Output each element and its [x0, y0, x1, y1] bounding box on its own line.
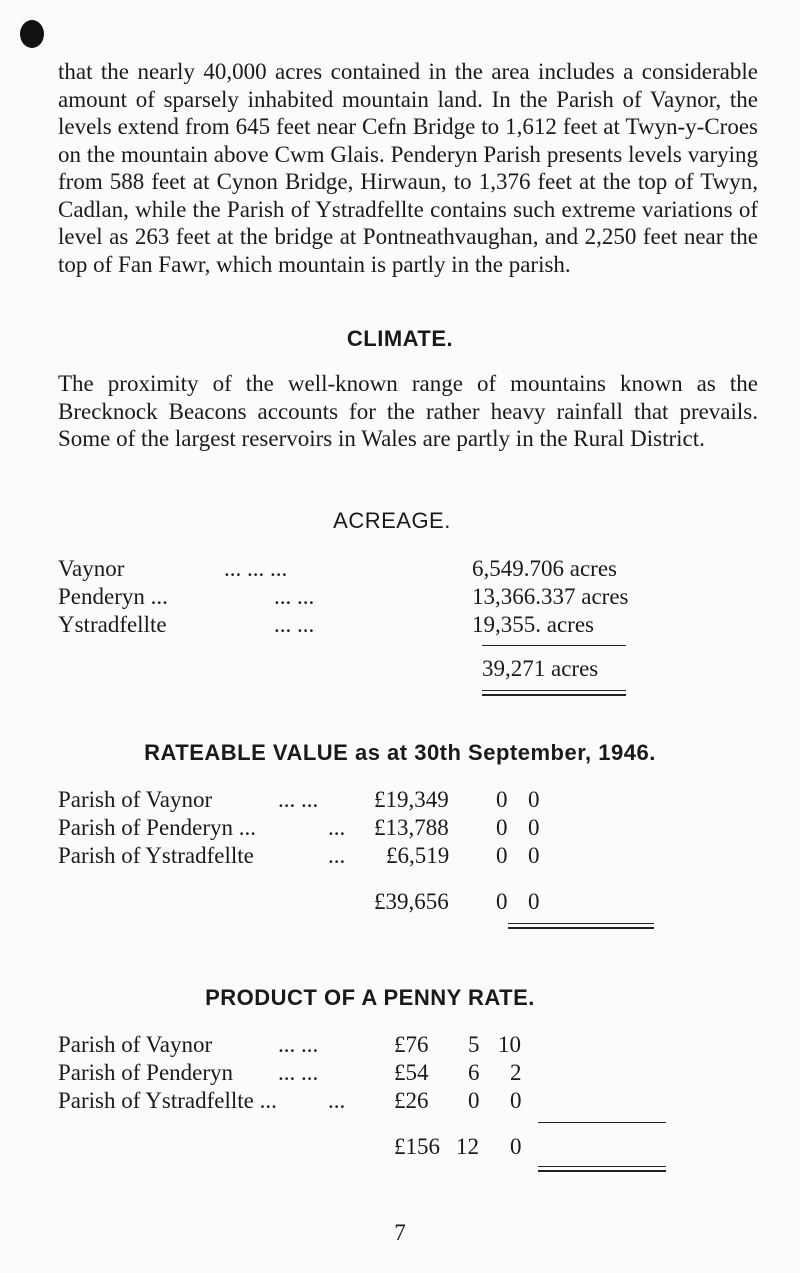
acreage-row-label: Penderyn ...	[58, 584, 168, 609]
penny-rate-row-label: Parish of Penderyn	[58, 1060, 234, 1085]
penny-rate-row-pence: 10	[498, 1032, 521, 1057]
acreage-row-leader: ... ... ...	[224, 556, 288, 581]
rateable-row-label: Parish of Vaynor	[58, 787, 213, 812]
rateable-row-shillings: 0	[496, 787, 508, 812]
rateable-row-pounds: £19,349	[374, 787, 449, 812]
penny-rate-row-pounds: £26	[394, 1088, 429, 1113]
penny-rate-total-rule	[538, 1166, 666, 1167]
acreage-row-label: Vaynor	[58, 556, 125, 581]
acreage-heading: ACREAGE.	[333, 508, 451, 533]
acreage-row-value: 19,355. acres	[472, 612, 594, 637]
penny-rate-row-shillings: 5	[468, 1032, 480, 1057]
rateable-value-heading: RATEABLE VALUE as at 30th September, 1946.	[144, 740, 656, 765]
rateable-row-label: Parish of Ystradfellte	[58, 843, 254, 868]
acreage-row-value: 6,549.706 acres	[472, 556, 617, 581]
rateable-total-pounds: £39,656	[374, 889, 449, 914]
rateable-row-pounds: £6,519	[386, 843, 450, 868]
penny-rate-row-label: Parish of Ystradfellte ...	[58, 1088, 277, 1113]
acreage-row-label: Ystradfellte	[58, 612, 167, 637]
penny-rate-row-leader: ... ...	[278, 1032, 319, 1057]
penny-rate-row-label: Parish of Vaynor	[58, 1032, 213, 1057]
rateable-row-leader: ... ...	[278, 787, 319, 812]
rateable-row-pounds: £13,788	[374, 815, 449, 840]
rateable-total-pence: 0	[528, 889, 540, 914]
acreage-total-rule	[482, 690, 626, 691]
penny-rate-row-pence: 0	[510, 1088, 522, 1113]
rateable-row-pence: 0	[528, 787, 540, 812]
penny-rate-row-shillings: 6	[468, 1060, 480, 1085]
acreage-subtotal-rule	[482, 645, 626, 646]
acreage-row-value: 13,366.337 acres	[472, 584, 629, 609]
scan-mark	[20, 20, 44, 48]
page-number: 7	[394, 1220, 406, 1245]
rateable-total-shillings: 0	[496, 889, 508, 914]
rateable-row-shillings: 0	[496, 843, 508, 868]
rateable-total-rule	[508, 923, 654, 924]
rateable-row-shillings: 0	[496, 815, 508, 840]
penny-rate-total-pounds: £156	[394, 1134, 440, 1159]
penny-rate-row-pence: 2	[510, 1060, 522, 1085]
penny-rate-total-pence: 0	[510, 1134, 522, 1159]
rateable-row-pence: 0	[528, 843, 540, 868]
rateable-row-label: Parish of Penderyn ...	[58, 815, 257, 840]
penny-rate-total-shillings: 12	[456, 1134, 479, 1159]
penny-rate-row-pounds: £54	[394, 1060, 429, 1085]
penny-rate-row-leader: ...	[328, 1088, 346, 1113]
intro-paragraph: that the nearly 40,000 acres contained in the area includes a considerable amount of sparsely inhabited mountain land. In the Parish of Vaynor, the levels extend from 645 feet near Cefn Bridge to 1,612 feet at Twyn-y-Croes on the mountain above Cwm Glais. Penderyn Parish presents levels varying from 588 feet at Cynon Bridge, Hirwaun, to 1,376 feet at the top of Twyn, Cadlan, while the Parish of Ystradfellte contains such extreme variations of level as 263 feet at the bridge at Pontneathvaughan, and 2,250 feet near the top of Fan Fawr, which mountain is partly in the parish.	[58, 59, 758, 277]
penny-rate-heading: PRODUCT OF A PENNY RATE.	[205, 985, 535, 1010]
acreage-row-leader: ... ...	[274, 584, 315, 609]
acreage-row-leader: ... ...	[274, 612, 315, 637]
rateable-row-pence: 0	[528, 815, 540, 840]
acreage-total: 39,271 acres	[482, 656, 599, 681]
rateable-row-leader: ...	[328, 843, 346, 868]
penny-rate-row-pounds: £76	[394, 1032, 429, 1057]
climate-text: The proximity of the well-known range of mountains known as the Brecknock Beacons accounts for the rather heavy rainfall that prevails. Some of the largest reservoirs in Wales are partly in the Rural District.	[58, 371, 758, 451]
penny-rate-subtotal-rule	[538, 1122, 666, 1123]
climate-heading: CLIMATE.	[346, 326, 454, 351]
rateable-row-leader: ...	[328, 815, 346, 840]
penny-rate-row-leader: ... ...	[278, 1060, 319, 1085]
penny-rate-row-shillings: 0	[468, 1088, 480, 1113]
